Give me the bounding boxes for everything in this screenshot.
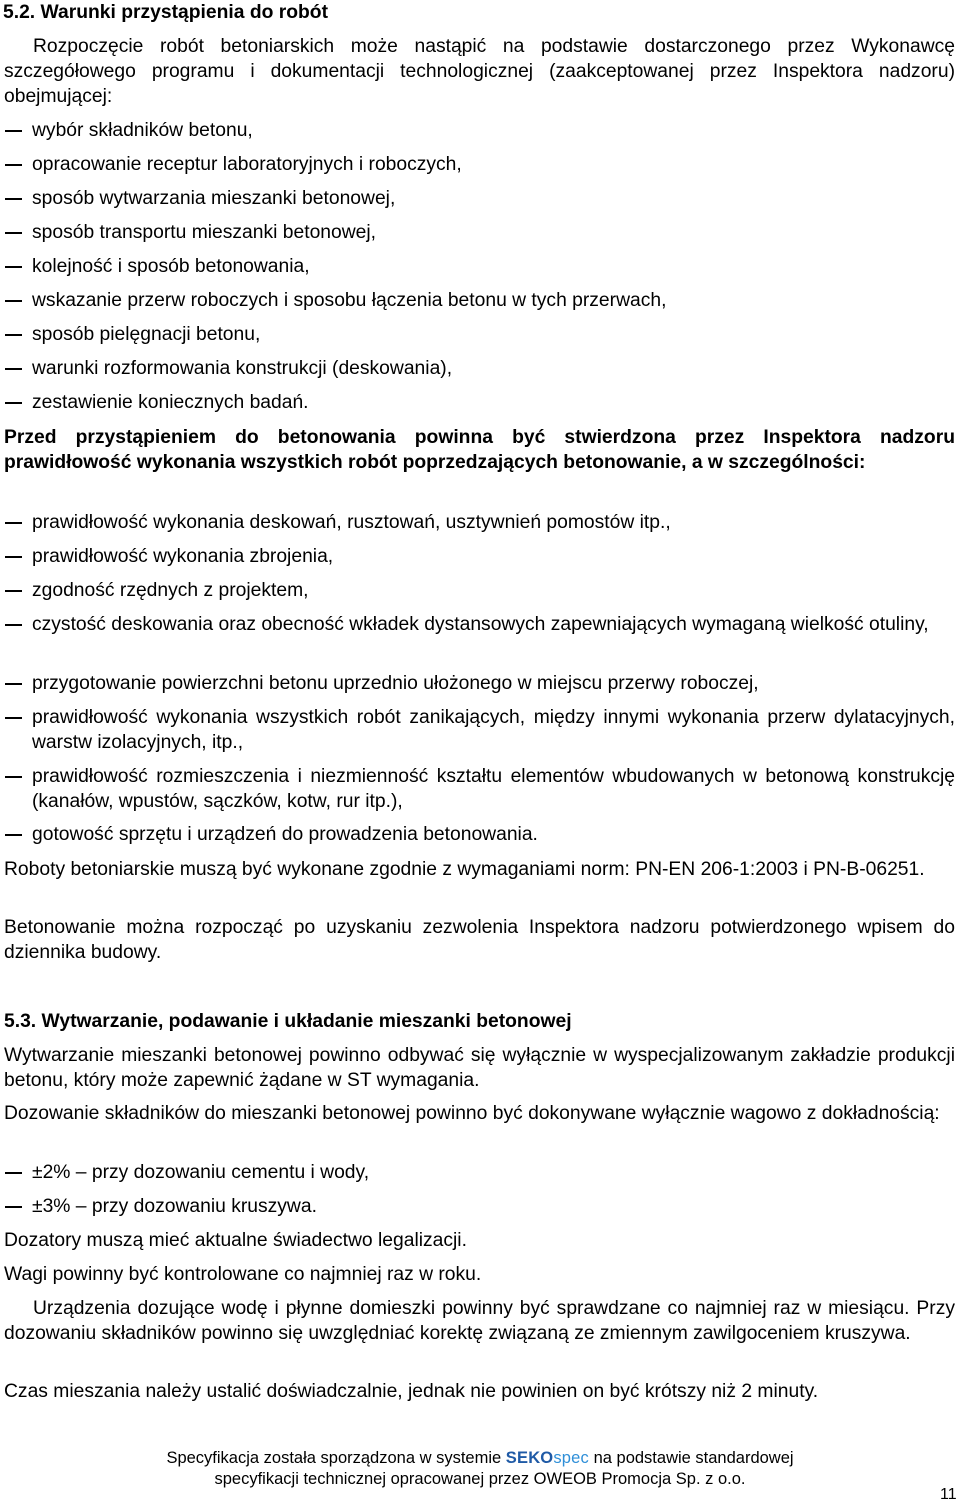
list-item: opracowanie receptur laboratoryjnych i roboczych, <box>4 152 955 177</box>
intro-paragraph: Rozpoczęcie robót betoniarskich może nastąpić na podstawie dostarczonego przez Wykonawcę szczegółowego programu i dokumentacji technologicznej (zaakceptowanej przez Inspektora nadzoru) obejmującej: <box>4 36 955 107</box>
footer-line-2: specyfikacji technicznej opracowanej przez OWEOB Promocja Sp. z o.o. <box>214 1470 746 1488</box>
heading-number: 5.2. <box>3 2 36 23</box>
sekospec-logo <box>506 1449 589 1467</box>
list-item: ±2% – przy dozowaniu cementu i wody, <box>4 1160 955 1185</box>
paragraph-dosers: Dozatory muszą mieć aktualne świadectwo legalizacji. <box>4 1230 467 1251</box>
list-item: prawidłowość rozmieszczenia i niezmienność kształtu elementów wbudowanych w betonową konstrukcję (kanałów, wpustów, sączków, kotw, rur itp.), <box>4 764 955 814</box>
permit-paragraph: Betonowanie można rozpocząć po uzyskaniu zezwolenia Inspektora nadzoru potwierdzonego wpisem do dziennika budowy. <box>4 917 955 963</box>
list-item: zgodność rzędnych z projektem, <box>4 578 955 603</box>
logo-seko: SEKO <box>505 1449 554 1467</box>
list-item: ±3% – przy dozowaniu kruszywa. <box>4 1194 955 1219</box>
list-item: prawidłowość wykonania wszystkich robót zanikających, między innymi wykonania przerw dylatacyjnych, warstw izolacyjnych, itp., <box>4 705 955 755</box>
paragraph-dosing: Dozowanie składników do mieszanki betonowej powinno być dokonywane wyłącznie wagowo z dokładnością: <box>4 1103 940 1124</box>
heading-title: Wytwarzanie, podawanie i układanie mieszanki betonowej <box>41 1011 572 1032</box>
list-item: prawidłowość wykonania zbrojenia, <box>4 544 955 569</box>
paragraph-production: Wytwarzanie mieszanki betonowej powinno odbywać się wyłącznie w wyspecjalizowanym zakładzie produkcji betonu, który może zapewnić żądane w ST wymagania. <box>4 1045 955 1091</box>
list-item: gotowość sprzętu i urządzeń do prowadzenia betonowania. <box>4 822 955 847</box>
logo-spec: spec <box>553 1449 589 1467</box>
bold-paragraph: Przed przystąpieniem do betonowania powinna być stwierdzona przez Inspektora nadzoru prawidłowość wykonania wszystkich robót poprzedzających betonowanie, a w szczególności: <box>4 427 955 473</box>
list-item: wybór składników betonu, <box>4 118 955 143</box>
list-item: sposób pielęgnacji betonu, <box>4 322 955 347</box>
footer-line-1 <box>0 1448 960 1469</box>
paragraph-water-dosing: Urządzenia dozujące wodę i płynne domieszki powinny być sprawdzane co najmniej raz w miesiącu. Przy dozowaniu składników powinno się uwzględniać korektę związaną ze zmiennym zawilgoceniem kruszywa. <box>4 1298 955 1344</box>
section-heading-5-2 <box>3 0 954 25</box>
heading-number: 5.3. <box>4 1011 37 1032</box>
paragraph-mixing-time: Czas mieszania należy ustalić doświadczalnie, jednak nie powinien on być krótszy niż 2 minuty. <box>4 1381 819 1402</box>
footer-text: na podstawie standardowej <box>593 1449 794 1467</box>
norms-paragraph: Roboty betoniarskie muszą być wykonane zgodnie z wymaganiami norm: PN-EN 206-1:2003 i PN-B-06251. <box>4 859 925 880</box>
paragraph-scales: Wagi powinny być kontrolowane co najmniej raz w roku. <box>4 1264 482 1285</box>
section-heading-5-3 <box>4 1009 955 1034</box>
list-item: sposób transportu mieszanki betonowej, <box>4 220 955 245</box>
list-item: sposób wytwarzania mieszanki betonowej, <box>4 186 955 211</box>
page-footer <box>0 1448 960 1490</box>
list-item: prawidłowość wykonania deskowań, rusztowań, usztywnień pomostów itp., <box>4 510 955 535</box>
list-item: przygotowanie powierzchni betonu uprzednio ułożonego w miejscu przerwy roboczej, <box>4 671 955 696</box>
list-item: kolejność i sposób betonowania, <box>4 254 955 279</box>
heading-title: Warunki przystąpienia do robót <box>40 2 328 23</box>
list-item: wskazanie przerw roboczych i sposobu łączenia betonu w tych przerwach, <box>4 288 955 313</box>
page-number: 11 <box>940 1486 957 1503</box>
list-item: warunki rozformowania konstrukcji (deskowania), <box>4 356 955 381</box>
footer-text: Specyfikacja została sporządzona w systemie <box>166 1449 502 1467</box>
list-item: zestawienie koniecznych badań. <box>4 390 955 415</box>
list-item: czystość deskowania oraz obecność wkładek dystansowych zapewniających wymaganą wielkość otuliny, <box>4 612 955 637</box>
